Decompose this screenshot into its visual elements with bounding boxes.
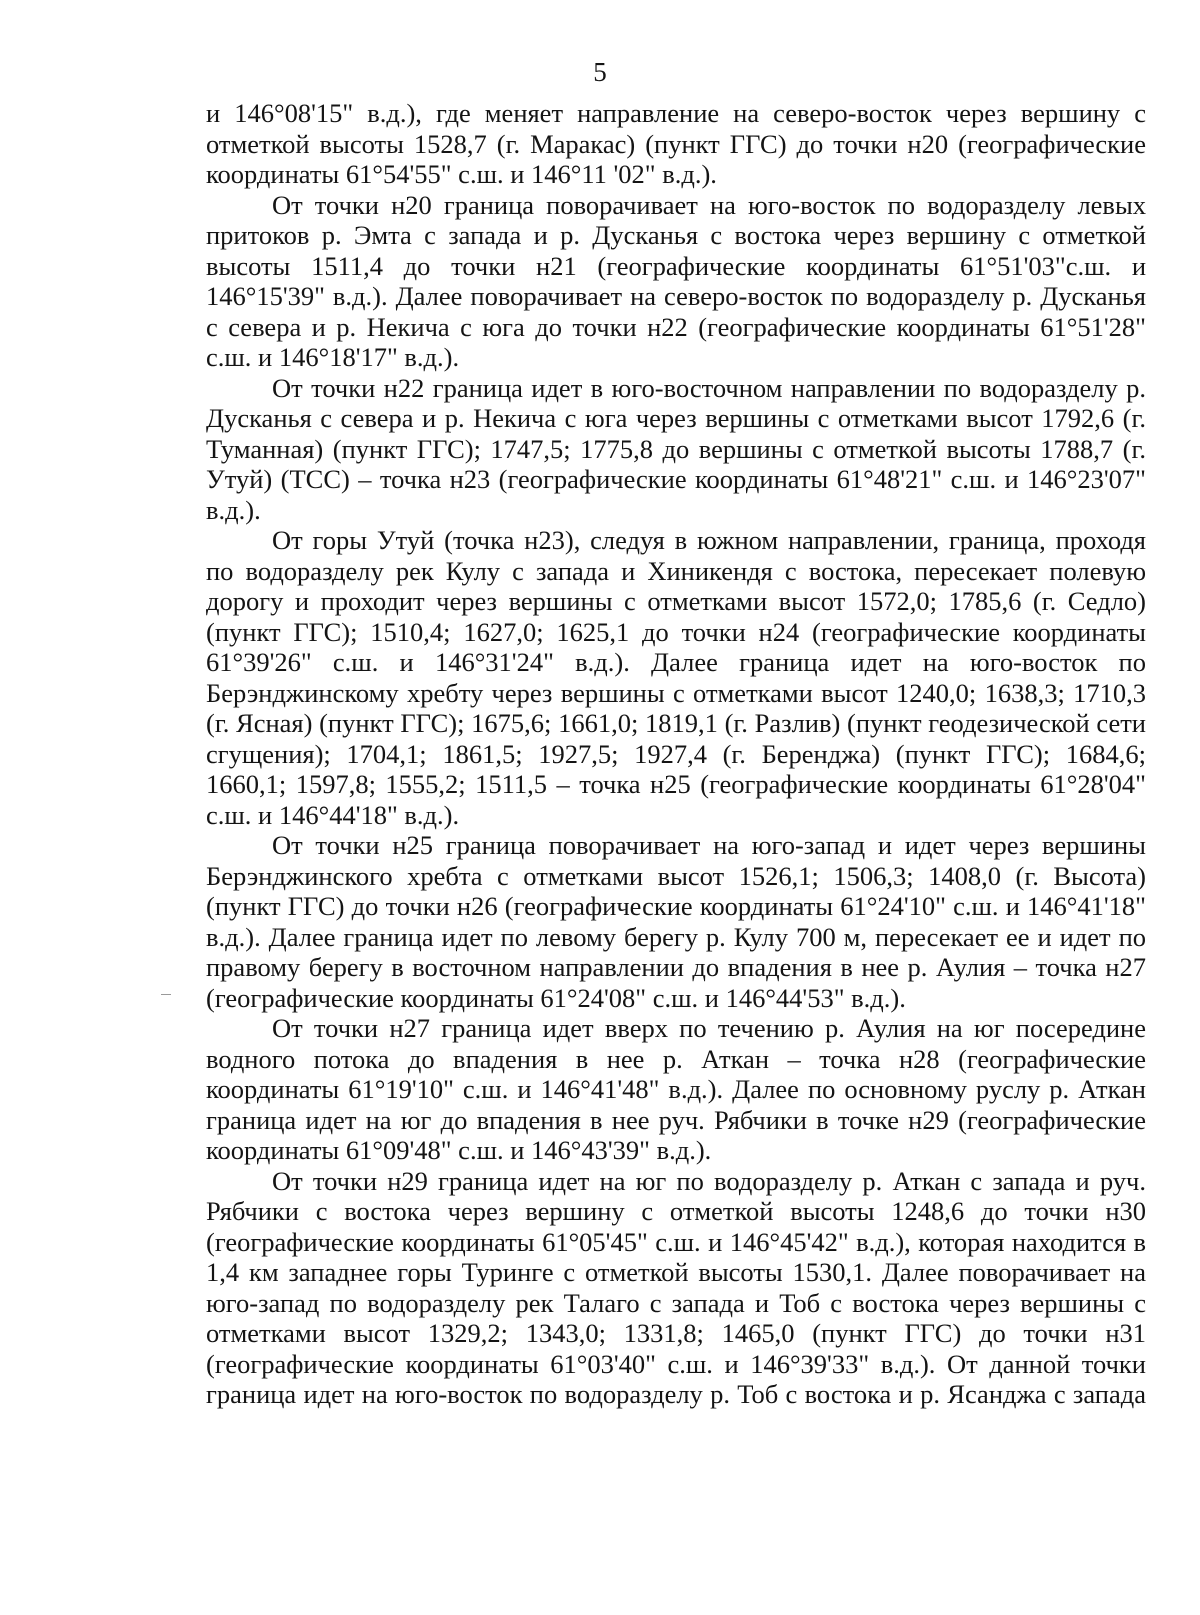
paragraph-point-n27: От точки н27 граница идет вверх по течению р. Аулия на юг посередине водного потока до впадения в нее р. Аткан – точка н28 (географические координаты 61°19'10" с.ш. и 146°41'48" в.д.). Далее по основному руслу р. Аткан граница идет на юг до впадения в нее руч. Рябчики в точке н29 (географические координаты 61°09'48" с.ш. и 146°43'39" в.д.). (206, 1013, 1146, 1165)
document-body (206, 98, 1146, 1410)
paragraph-point-n25: От точки н25 граница поворачивает на юго-запад и идет через вершины Берэнджинского хребта с отметками высот 1526,1; 1506,3; 1408,0 (г. Высота) (пункт ГГС) до точки н26 (географические координаты 61°24'10" с.ш. и 146°41'18" в.д.). Далее граница идет по левому берегу р. Кулу 700 м, пересекает ее и идет по правому берегу в восточном направлении до впадения в нее р. Аулия – точка н27 (географические координаты 61°24'08" с.ш. и 146°44'53" в.д.). (206, 830, 1146, 1013)
page-number: 5 (593, 57, 607, 87)
scan-artifact-mark (161, 994, 171, 995)
paragraph-point-n20: От точки н20 граница поворачивает на юго-восток по водоразделу левых притоков р. Эмта с запада и р. Дусканья с востока через вершину с отметкой высоты 1511,4 до точки н21 (географические координаты 61°51'03"с.ш. и 146°15'39" в.д.). Далее поворачивает на северо-восток по водоразделу р. Дусканья с севера и р. Некича с юга до точки н22 (географические координаты 61°51'28" с.ш. и 146°18'17" в.д.). (206, 189, 1146, 372)
paragraph-continuation: и 146°08'15" в.д.), где меняет направление на северо-восток через вершину с отметкой высоты 1528,7 (г. Маракас) (пункт ГГС) до точки н20 (географические координаты 61°54'55" с.ш. и 146°11 '02" в.д.). (206, 98, 1146, 189)
paragraph-point-n22: От точки н22 граница идет в юго-восточном направлении по водоразделу р. Дусканья с севера и р. Некича с юга через вершины с отметками высот 1792,6 (г. Туманная) (пункт ГГС); 1747,5; 1775,8 до вершины с отметкой высоты 1788,7 (г. Утуй) (ТСС) – точка н23 (географические координаты 61°48'21" с.ш. и 146°23'07" в.д.). (206, 372, 1146, 525)
paragraph-mount-utuy: От горы Утуй (точка н23), следуя в южном направлении, граница, проходя по водоразделу рек Кулу с запада и Хиникендя с востока, пересекает полевую дорогу и проходит через вершины с отметками высот 1572,0; 1785,6 (г. Седло) (пункт ГГС); 1510,4; 1627,0; 1625,1 до точки н24 (географические координаты 61°39'26" с.ш. и 146°31'24" в.д.). Далее граница идет на юго-восток по Берэнджинскому хребту через вершины с отметками высот 1240,0; 1638,3; 1710,3 (г. Ясная) (пункт ГГС); 1675,6; 1661,0; 1819,1 (г. Разлив) (пункт геодезической сети сгущения); 1704,1; 1861,5; 1927,5; 1927,4 (г. Беренджа) (пункт ГГС); 1684,6; 1660,1; 1597,8; 1555,2; 1511,5 – точка н25 (географические координаты 61°28'04" с.ш. и 146°44'18" в.д.). (206, 525, 1146, 830)
paragraph-point-n29: От точки н29 граница идет на юг по водоразделу р. Аткан с запада и руч. Рябчики с востока через вершину с отметкой высоты 1248,6 до точки н30 (географические координаты 61°05'45" с.ш. и 146°45'42" в.д.), которая находится в 1,4 км западнее горы Туринге с отметкой высоты 1530,1. Далее поворачивает на юго-запад по водоразделу рек Талаго с запада и Тоб с востока через вершины с отметками высот 1329,2; 1343,0; 1331,8; 1465,0 (пункт ГГС) до точки н31 (географические координаты 61°03'40" с.ш. и 146°39'33" в.д.). От данной точки граница идет на юго-восток по водоразделу р. Тоб с востока и р. Ясанджа с запада (206, 1165, 1146, 1409)
